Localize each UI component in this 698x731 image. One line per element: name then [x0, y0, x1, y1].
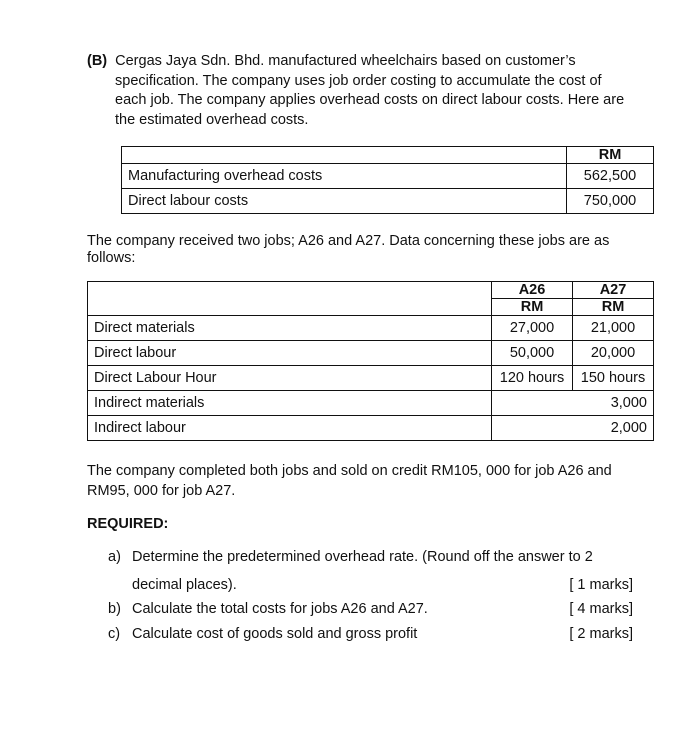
jobs-intro-text: The company received two jobs; A26 and A27. Data concerning these jobs are as follows: [87, 233, 610, 266]
table-header-row [122, 147, 654, 164]
question-text-cont: decimal places). [132, 577, 237, 593]
intro-line: Cergas Jaya Sdn. Bhd. manufactured wheelchairs based on customer’s [115, 53, 576, 69]
section-label: (B) [87, 53, 108, 69]
table-row [88, 316, 654, 341]
table-row [88, 341, 654, 366]
sales-text: The company completed both jobs and sold on credit RM105, 000 for job A26 and RM95, 000 for job A27. [87, 463, 612, 499]
a26-value: 120 hours [492, 366, 573, 391]
empty-header-cell [88, 282, 492, 316]
row-label: Direct Labour Hour [88, 366, 492, 391]
a26-value: 27,000 [492, 316, 573, 341]
a27-unit-header: RM [573, 299, 654, 316]
a26-unit-header: RM [492, 299, 573, 316]
job-a26-header: A26 [492, 282, 573, 299]
table-row [88, 416, 654, 441]
empty-header-cell [122, 147, 567, 164]
intro-line: each job. The company applies overhead costs on direct labour costs. Here are [115, 92, 625, 108]
row-label: Direct materials [88, 316, 492, 341]
jobs-table [87, 281, 654, 441]
intro-line: specification. The company uses job order costing to accumulate the cost of [115, 72, 602, 89]
a27-value: 20,000 [573, 341, 654, 366]
job-a27-header: A27 [573, 282, 654, 299]
a27-value: 21,000 [573, 316, 654, 341]
merged-value: 3,000 [492, 391, 654, 416]
required-heading: REQUIRED: [87, 516, 169, 532]
table-row [88, 391, 654, 416]
question-text: Calculate cost of goods sold and gross profit [132, 626, 418, 642]
row-label: Manufacturing overhead costs [122, 164, 567, 189]
overhead-estimates-table [121, 146, 654, 214]
section-b-intro [87, 52, 647, 130]
question-text: Determine the predetermined overhead rate. (Round off the answer to 2 [132, 549, 593, 565]
question-letter: b) [108, 601, 121, 617]
row-label: Indirect materials [88, 391, 492, 416]
table-row [122, 189, 654, 214]
rm-header: RM [567, 147, 654, 164]
merged-value: 2,000 [492, 416, 654, 441]
question-text: Calculate the total costs for jobs A26 and A27. [132, 601, 428, 617]
intro-line: the estimated overhead costs. [115, 111, 309, 128]
question-marks: [ 4 marks] [569, 601, 633, 617]
a26-value: 50,000 [492, 341, 573, 366]
question-c [108, 626, 633, 646]
row-value: 750,000 [567, 189, 654, 214]
table-row [88, 366, 654, 391]
table-row [122, 164, 654, 189]
question-marks: [ 2 marks] [569, 626, 633, 642]
a27-value: 150 hours [573, 366, 654, 391]
question-marks: [ 1 marks] [569, 577, 633, 593]
question-letter: a) [108, 549, 121, 565]
question-letter: c) [108, 626, 121, 642]
row-label: Direct labour [88, 341, 492, 366]
question-a [108, 549, 633, 597]
table-header-row [88, 282, 654, 299]
question-b [108, 601, 633, 621]
row-label: Indirect labour [88, 416, 492, 441]
row-label: Direct labour costs [122, 189, 567, 214]
row-value: 562,500 [567, 164, 654, 189]
